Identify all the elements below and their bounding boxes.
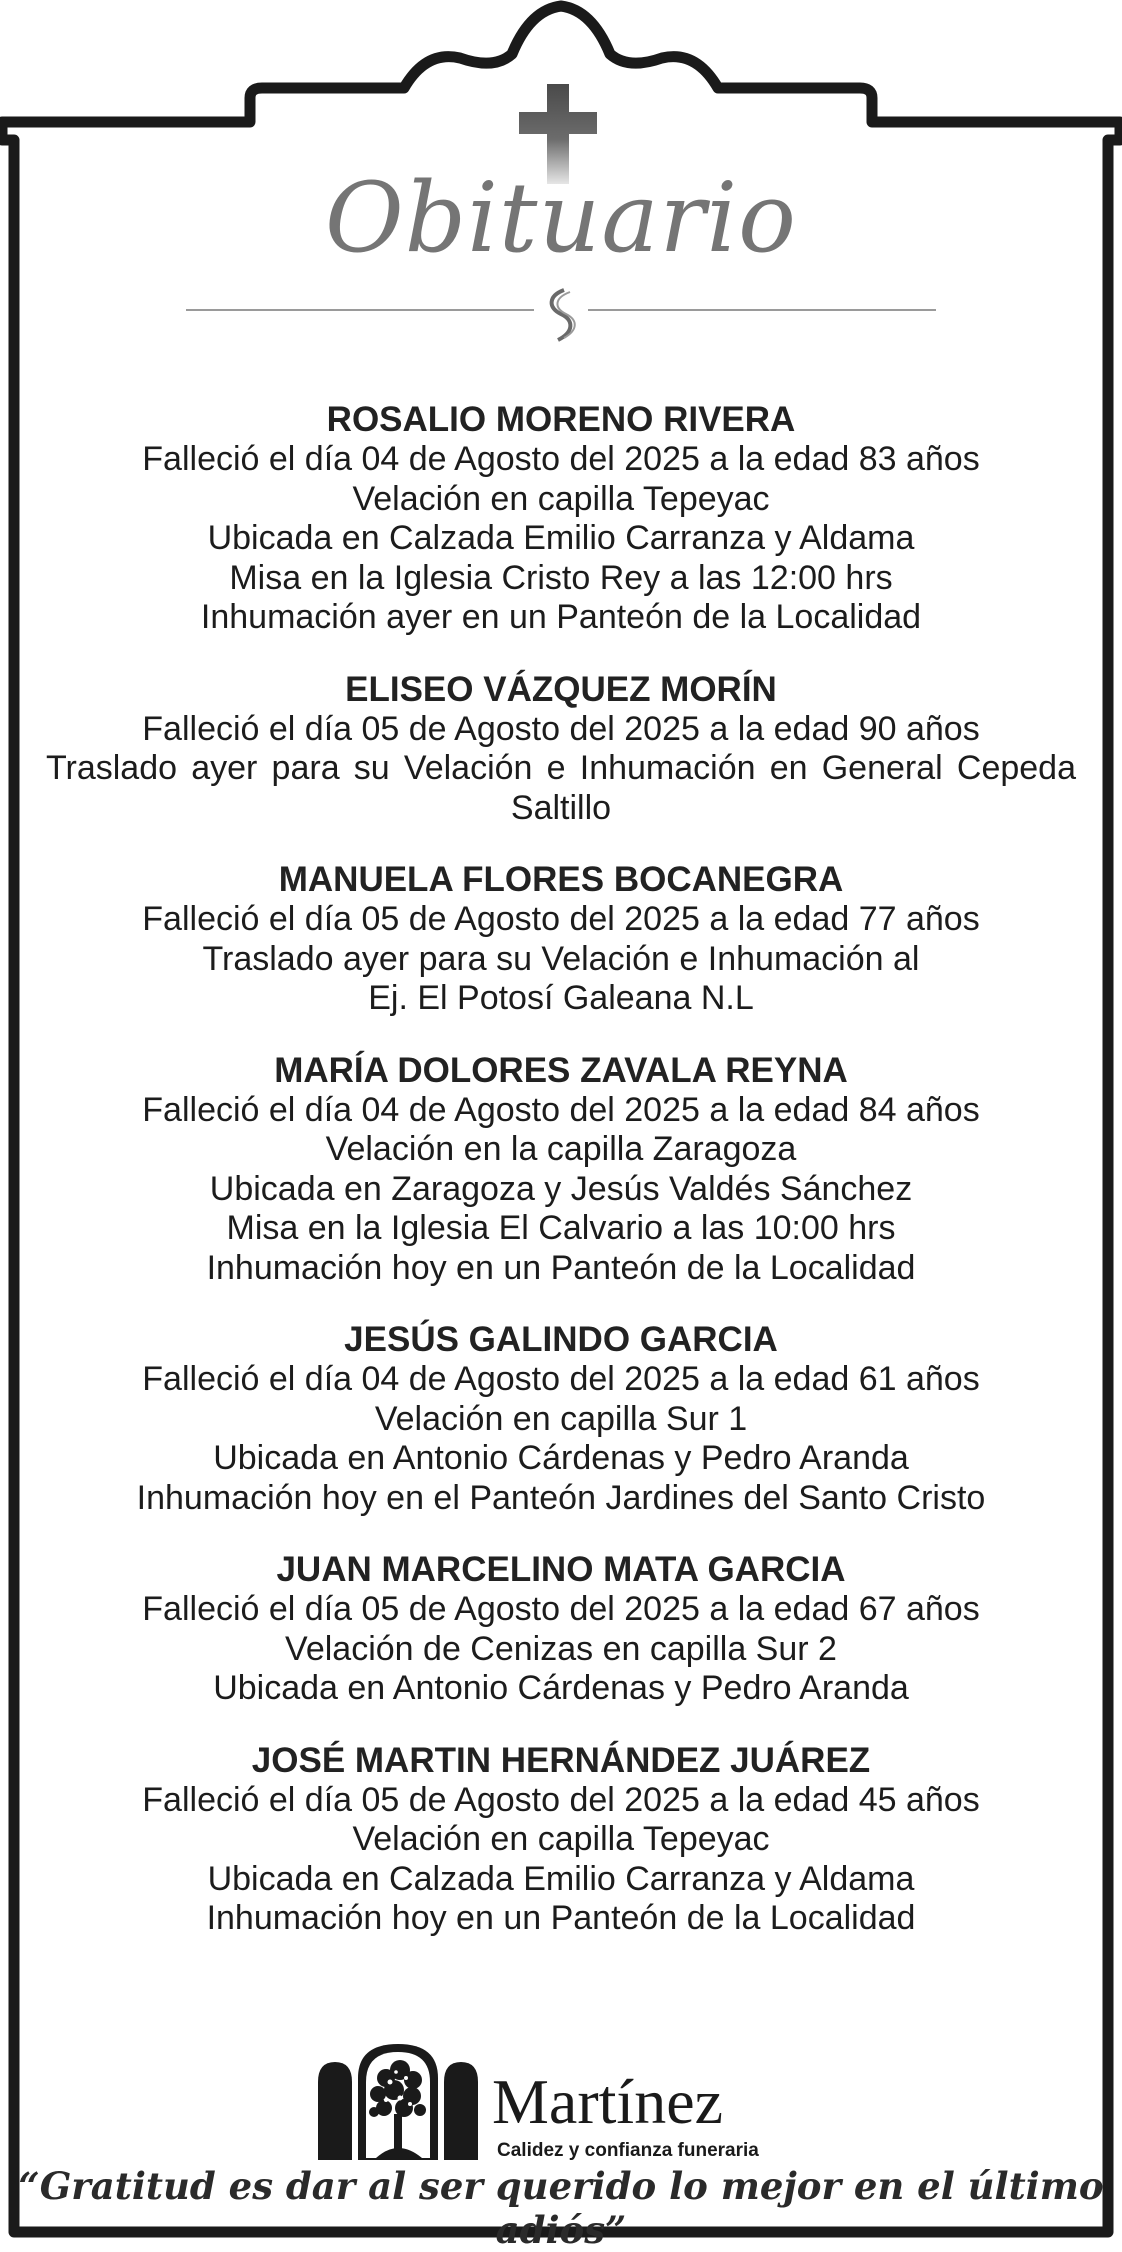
obituary-entry — [40, 670, 1082, 829]
obituary-entry — [40, 1741, 1082, 1939]
entry-line: Ubicada en Calzada Emilio Carranza y Aldama — [207, 519, 915, 557]
deceased-name: ROSALIO MORENO RIVERA — [326, 400, 796, 439]
page-title: Obituario — [325, 162, 797, 274]
deceased-name: JUAN MARCELINO MATA GARCIA — [276, 1550, 846, 1589]
entry-line: Falleció el día 04 de Agosto del 2025 a la edad 84 años — [142, 1090, 980, 1129]
entry-line: Inhumación ayer en un Panteón de la Localidad — [200, 598, 922, 636]
obituary-entry — [40, 400, 1082, 638]
funeral-home-name: Martínez — [492, 2066, 723, 2137]
entry-line: Traslado ayer para su Velación e Inhumación al — [202, 939, 920, 978]
obituary-entry — [40, 1320, 1082, 1518]
deceased-name: MARÍA DOLORES ZAVALA REYNA — [274, 1050, 848, 1090]
funeral-home-tagline: Calidez y confianza funeraria — [497, 2140, 759, 2161]
entry-line: Falleció el día 05 de Agosto del 2025 a la edad 90 años — [142, 709, 980, 748]
entry-line: Ubicada en Zaragoza y Jesús Valdés Sánchez — [209, 1169, 913, 1208]
entry-line: Traslado ayer para su Velación e Inhumación en General Cepeda Saltillo — [46, 749, 1076, 827]
deceased-name: JESÚS GALINDO GARCIA — [344, 1320, 778, 1359]
entry-line: Inhumación hoy en el Panteón Jardines del Santo Cristo — [136, 1478, 986, 1517]
deceased-name: ELISEO VÁZQUEZ MORÍN — [345, 669, 777, 709]
entry-line: Ubicada en Antonio Cárdenas y Pedro Aranda — [213, 1669, 909, 1707]
entry-line: Falleció el día 04 de Agosto del 2025 a la edad 83 años — [142, 440, 980, 478]
obituary-entry — [40, 1051, 1082, 1289]
entry-line: Inhumación hoy en un Panteón de la Localidad — [206, 1899, 916, 1937]
entry-line: Falleció el día 05 de Agosto del 2025 a la edad 67 años — [142, 1590, 980, 1628]
entry-line: Velación de Cenizas en capilla Sur 2 — [285, 1629, 837, 1668]
deceased-name: MANUELA FLORES BOCANEGRA — [278, 860, 844, 899]
obituary-entry — [40, 860, 1082, 1019]
footer-motto: “Gratitud es dar al ser querido lo mejor en el último adiós” — [18, 2164, 1104, 2252]
entry-line: Falleció el día 04 de Agosto del 2025 a la edad 61 años — [142, 1360, 980, 1398]
obituary-list — [40, 400, 1082, 1971]
entry-line: Inhumación hoy en un Panteón de la Localidad — [206, 1248, 916, 1287]
entry-line: Falleció el día 05 de Agosto del 2025 a la edad 45 años — [142, 1780, 980, 1819]
entry-line: Velación en la capilla Zaragoza — [325, 1130, 797, 1168]
entry-line: Misa en la Iglesia Cristo Rey a las 12:00 hrs — [229, 558, 893, 597]
entry-line: Misa en la Iglesia El Calvario a las 10:00 hrs — [226, 1209, 896, 1247]
chapel-arches-logo-icon — [316, 2042, 480, 2160]
entry-line: Falleció el día 05 de Agosto del 2025 a la edad 77 años — [142, 900, 980, 938]
entry-line: Ubicada en Antonio Cárdenas y Pedro Aranda — [213, 1439, 909, 1477]
ornament-divider-icon — [186, 286, 936, 344]
entry-line: Ubicada en Calzada Emilio Carranza y Aldama — [207, 1859, 915, 1898]
obituary-entry — [40, 1550, 1082, 1709]
entry-line: Velación en capilla Tepeyac — [352, 479, 770, 518]
entry-line: Velación en capilla Tepeyac — [352, 1820, 770, 1858]
entry-line: Ej. El Potosí Galeana N.L — [368, 979, 754, 1017]
entry-line: Velación en capilla Sur 1 — [374, 1399, 748, 1438]
deceased-name: JOSÉ MARTIN HERNÁNDEZ JUÁREZ — [251, 1740, 871, 1780]
